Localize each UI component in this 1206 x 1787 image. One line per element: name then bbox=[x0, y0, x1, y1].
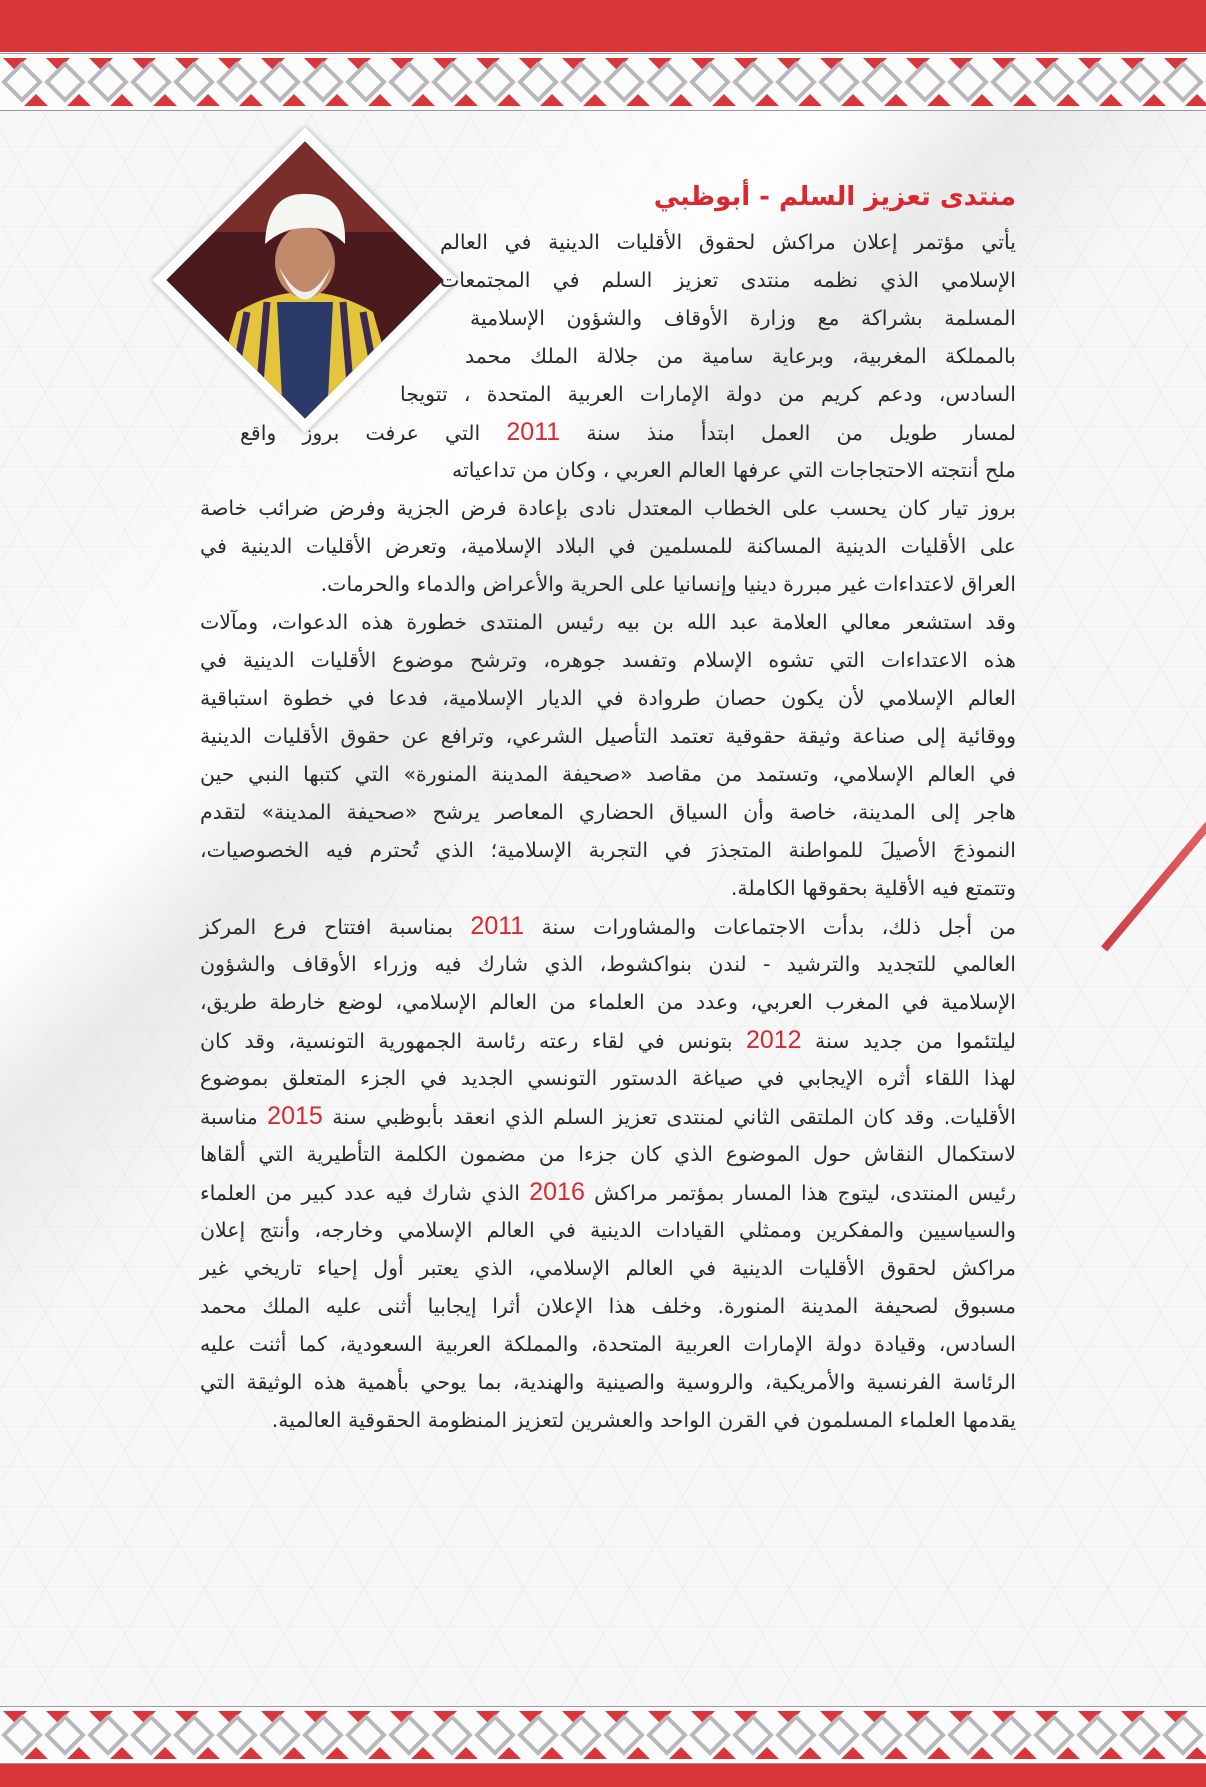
text-line bbox=[200, 1249, 1016, 1287]
text-line bbox=[200, 1097, 1016, 1135]
text-line bbox=[200, 1325, 1016, 1363]
text-line bbox=[200, 945, 1016, 983]
text-line bbox=[465, 337, 1016, 375]
text-segment: بمناسبة افتتاح فرع المركز bbox=[200, 915, 471, 939]
text-segment: العالمي للتجديد والترشيد - لندن بنواكشوط، الذي شارك فيه وزراء الأوقاف والشؤون bbox=[200, 952, 1016, 976]
section-heading: منتدى تعزيز السلم - أبوظبي bbox=[653, 182, 1016, 212]
text-line bbox=[200, 679, 1016, 717]
text-segment: الإسلامية في المغرب العربي، وعدد من العلماء من العالم الإسلامي، لوضع خارطة طريق، bbox=[200, 990, 1016, 1014]
text-segment: العراق لاعتداءات غير مبررة دينيا وإنسانيا على الحرية والأعراض والدماء والحرمات. bbox=[320, 572, 1016, 596]
text-segment: يأتي مؤتمر إعلان مراكش لحقوق الأقليات الدينية في العالم bbox=[440, 230, 1016, 254]
text-line bbox=[200, 869, 1016, 907]
text-segment: وتتمتع فيه الأقلية بحقوقها الكاملة. bbox=[730, 876, 1016, 900]
text-segment: المسلمة بشراكة مع وزارة الأوقاف والشؤون الإسلامية bbox=[470, 306, 1016, 330]
text-segment: ليلتئموا من جديد سنة bbox=[801, 1029, 1016, 1053]
year-highlight: 2011 bbox=[506, 418, 561, 446]
year-highlight: 2016 bbox=[529, 1178, 585, 1206]
text-segment: بالمملكة المغربية، وبرعاية سامية من جلالة الملك محمد bbox=[465, 344, 1016, 368]
text-segment: لمسار طويل من العمل ابتدأ منذ سنة bbox=[560, 421, 1016, 445]
text-segment: السادس، وقيادة دولة الإمارات العربية المتحدة، والمملكة العربية السعودية، كما أثنت عليه bbox=[200, 1332, 1016, 1356]
text-line bbox=[240, 413, 1016, 451]
text-segment: في العالم الإسلامي، وتستمد من مقاصد «صحيفة المدينة المنورة» التي كتبها النبي حين bbox=[200, 762, 1016, 786]
text-line bbox=[200, 793, 1016, 831]
text-segment: الرئاسة الفرنسية والأمريكية، والروسية والصينية والهندية، بما يوحي بأهمية هذه الوثيقة التي bbox=[200, 1370, 1016, 1394]
text-segment: رئيس المنتدى، ليتوج هذا المسار بمؤتمر مراكش bbox=[584, 1181, 1017, 1205]
text-segment: مناسبة bbox=[200, 1105, 268, 1129]
text-line bbox=[200, 1059, 1016, 1097]
text-segment: والسياسيين والمفكرين وممثلي القيادات الدينية في العالم الإسلامي وخارجه، وأنتج إعلان bbox=[200, 1218, 1016, 1242]
text-line bbox=[200, 1401, 1016, 1439]
year-highlight: 2011 bbox=[470, 912, 525, 940]
text-line bbox=[470, 299, 1016, 337]
text-segment: بتونس في لقاء رعته رئاسة الجمهورية التونسية، وقد كان bbox=[200, 1029, 746, 1053]
text-line bbox=[200, 1021, 1016, 1059]
text-line bbox=[200, 907, 1016, 945]
text-segment: لاستكمال النقاش حول الموضوع الذي كان جزءا من مضمون الكلمة التأطيرية التي ألقاها bbox=[200, 1142, 1016, 1166]
text-segment: الأقليات. وقد كان الملتقى الثاني لمنتدى تعزيز السلم الذي انعقد بأبوظبي سنة bbox=[322, 1105, 1016, 1129]
text-segment: ووقائية إلى صناعة وثيقة حقوقية تعتمد التأصيل الشرعي، وترافع عن حقوق الأقليات الدينية bbox=[200, 724, 1016, 748]
text-segment: مراكش لحقوق الأقليات الدينية في العالم الإسلامي، الذي يعتبر أول إحياء تاريخي غير bbox=[200, 1256, 1016, 1280]
year-highlight: 2015 bbox=[267, 1102, 323, 1130]
text-segment: العالم الإسلامي لأن يكون حصان طروادة في الديار الإسلامية، فدعا في خطوة استباقية bbox=[200, 686, 1016, 710]
top-ornament-border bbox=[0, 53, 1206, 111]
text-segment: الذي شارك فيه عدد كبير من العلماء bbox=[200, 1181, 530, 1205]
text-segment: يقدمها العلماء المسلمون في القرن الواحد والعشرين لتعزيز المنظومة الحقوقية العالمية. bbox=[271, 1408, 1016, 1432]
text-line bbox=[400, 375, 1016, 413]
text-segment: من أجل ذلك، بدأت الاجتماعات والمشاورات سنة bbox=[524, 915, 1016, 939]
text-line bbox=[200, 527, 1016, 565]
text-segment: لهذا اللقاء أثره الإيجابي في صياغة الدستور التونسي الجديد في الجزء المتعلق بموضوع bbox=[200, 1066, 1016, 1090]
text-segment: الإسلامي الذي نظمه منتدى تعزيز السلم في المجتمعات bbox=[440, 268, 1016, 292]
year-highlight: 2012 bbox=[745, 1026, 802, 1054]
text-line bbox=[200, 755, 1016, 793]
text-segment: النموذجَ الأصيلَ للمواطنة المتجذرَ في التجربة الإسلامية؛ الذي تُحترم فيه الخصوصيات، bbox=[200, 838, 1016, 862]
text-line bbox=[200, 641, 1016, 679]
text-line bbox=[385, 451, 1016, 489]
text-line bbox=[200, 831, 1016, 869]
text-segment: وقد استشعر معالي العلامة عبد الله بن بيه رئيس المنتدى خطورة هذه الدعوات، ومآلات bbox=[200, 610, 1016, 634]
text-segment: ملح أنتجته الاحتجاجات التي عرفها العالم العربي ، وكان من تداعياته bbox=[452, 458, 1016, 482]
text-line bbox=[200, 983, 1016, 1021]
text-segment: السادس، ودعم كريم من دولة الإمارات العربية المتحدة ، تتويجا bbox=[400, 382, 1016, 406]
text-line bbox=[200, 717, 1016, 755]
text-line bbox=[200, 565, 1016, 603]
bottom-red-band bbox=[0, 1764, 1206, 1787]
text-line bbox=[440, 223, 1016, 261]
bottom-ornament-border bbox=[0, 1706, 1206, 1764]
text-line bbox=[200, 489, 1016, 527]
text-segment: مسبوق لصحيفة المدينة المنورة. وخلف هذا الإعلان أثرا إيجابيا أثنى عليه الملك محمد bbox=[200, 1294, 1016, 1318]
text-line bbox=[200, 1211, 1016, 1249]
text-line bbox=[200, 1135, 1016, 1173]
text-segment: التي عرفت بروز واقع bbox=[240, 421, 507, 445]
text-line bbox=[200, 603, 1016, 641]
text-segment: بروز تيار كان يحسب على الخطاب المعتدل نادى بإعادة فرض الجزية وفرض ضرائب خاصة bbox=[200, 496, 1016, 520]
text-segment: هذه الاعتداءات التي تشوه الإسلام وتفسد جوهره، وترشح موضوع الأقليات الدينية في bbox=[200, 648, 1016, 672]
text-line bbox=[200, 1173, 1016, 1211]
text-segment: على الأقليات الدينية المساكنة للمسلمين في البلاد الإسلامية، وتعرض الأقليات الدينية في bbox=[200, 534, 1016, 558]
text-line bbox=[200, 1363, 1016, 1401]
text-line bbox=[200, 1287, 1016, 1325]
text-segment: هاجر إلى المدينة، خاصة وأن السياق الحضاري المعاصر يرشح «صحيفة المدينة» لتقدم bbox=[200, 800, 1016, 824]
top-red-band bbox=[0, 0, 1206, 52]
text-line bbox=[440, 261, 1016, 299]
